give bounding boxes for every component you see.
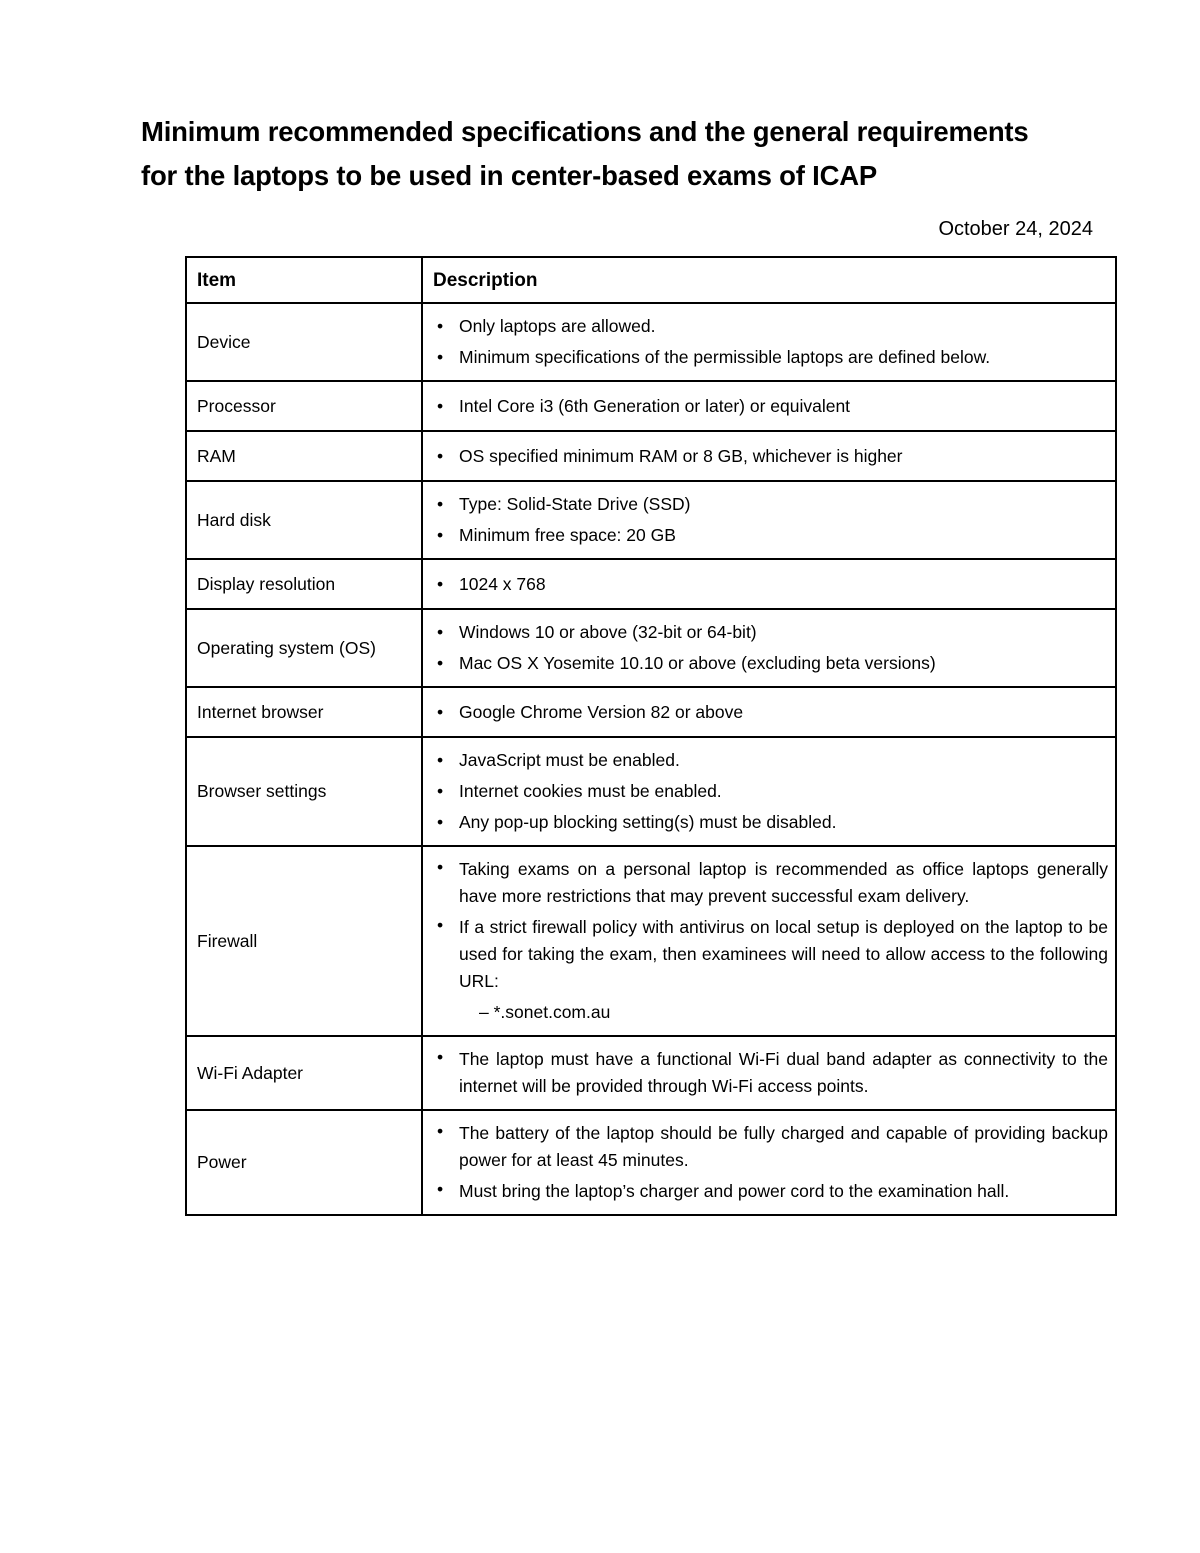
bullet-list — [433, 391, 1108, 422]
item-cell-hard-disk: Hard disk — [186, 481, 422, 559]
bullet-list — [433, 489, 1108, 551]
table-row — [186, 431, 1116, 481]
document-title-line-1: Minimum recommended specifications and the general requirements — [141, 116, 1029, 147]
description-cell — [422, 431, 1116, 481]
table-row — [186, 846, 1116, 1036]
item-cell-browser-settings: Browser settings — [186, 737, 422, 846]
description-cell — [422, 687, 1116, 737]
document-date: October 24, 2024 — [938, 218, 1093, 240]
item-cell-display-resolution: Display resolution — [186, 559, 422, 609]
table-row — [186, 1036, 1116, 1110]
bullet-item: • Minimum specifications of the permissible laptops are defined below. — [433, 342, 1108, 373]
item-cell-ram: RAM — [186, 431, 422, 481]
description-cell — [422, 737, 1116, 846]
bullet-list — [433, 1118, 1108, 1207]
bullet-list — [433, 854, 1108, 997]
description-cell — [422, 303, 1116, 381]
bullet-item: • Windows 10 or above (32-bit or 64-bit) — [433, 617, 1108, 648]
bullet-item: • 1024 x 768 — [433, 569, 1108, 600]
item-cell-processor: Processor — [186, 381, 422, 431]
bullet-item: • Taking exams on a personal laptop is recommended as office laptops generally have more restrictions that may prevent successful exam delivery. — [433, 854, 1108, 912]
bullet-item: • Any pop-up blocking setting(s) must be disabled. — [433, 807, 1108, 838]
item-cell-wifi-adapter: Wi-Fi Adapter — [186, 1036, 422, 1110]
description-cell — [422, 609, 1116, 687]
bullet-item: • Minimum free space: 20 GB — [433, 520, 1108, 551]
table-row — [186, 609, 1116, 687]
description-cell — [422, 559, 1116, 609]
bullet-list — [433, 745, 1108, 838]
item-cell-firewall: Firewall — [186, 846, 422, 1036]
table-row — [186, 559, 1116, 609]
bullet-item: • OS specified minimum RAM or 8 GB, whichever is higher — [433, 441, 1108, 472]
bullet-item: • If a strict firewall policy with antivirus on local setup is deployed on the laptop to be used for taking the exam, then examinees will need to allow access to the following URL: — [433, 912, 1108, 997]
description-cell — [422, 1110, 1116, 1215]
table-row — [186, 381, 1116, 431]
bullet-item: • Must bring the laptop’s charger and power cord to the examination hall. — [433, 1176, 1108, 1207]
bullet-item: • Only laptops are allowed. — [433, 311, 1108, 342]
description-cell — [422, 481, 1116, 559]
table-row — [186, 737, 1116, 846]
item-cell-operating-system: Operating system (OS) — [186, 609, 422, 687]
table-row — [186, 303, 1116, 381]
description-cell — [422, 1036, 1116, 1110]
table-row — [186, 481, 1116, 559]
description-cell — [422, 846, 1116, 1036]
bullet-list — [433, 311, 1108, 373]
document-title — [141, 110, 1131, 198]
bullet-item: • JavaScript must be enabled. — [433, 745, 1108, 776]
bullet-list — [433, 1044, 1108, 1102]
bullet-item: • Mac OS X Yosemite 10.10 or above (excluding beta versions) — [433, 648, 1108, 679]
item-cell-power: Power — [186, 1110, 422, 1215]
description-cell — [422, 381, 1116, 431]
bullet-item: • Internet cookies must be enabled. — [433, 776, 1108, 807]
bullet-list — [433, 441, 1108, 472]
bullet-item: • Google Chrome Version 82 or above — [433, 697, 1108, 728]
table-header-row — [186, 257, 1116, 303]
table-row — [186, 1110, 1116, 1215]
document-title-line-2: for the laptops to be used in center-based exams of ICAP — [141, 160, 878, 191]
bullet-item: • Type: Solid-State Drive (SSD) — [433, 489, 1108, 520]
bullet-list — [433, 697, 1108, 728]
specifications-table — [185, 256, 1117, 1216]
bullet-item: • Intel Core i3 (6th Generation or later) or equivalent — [433, 391, 1108, 422]
bullet-item: • The laptop must have a functional Wi-Fi dual band adapter as connectivity to the internet will be provided through Wi-Fi access points. — [433, 1044, 1108, 1102]
bullet-item: • The battery of the laptop should be fully charged and capable of providing backup power for at least 45 minutes. — [433, 1118, 1108, 1176]
url-sub-item: – *.sonet.com.au — [479, 1002, 611, 1022]
column-header-item: Item — [186, 257, 422, 303]
bullet-list — [433, 569, 1108, 600]
table-row — [186, 687, 1116, 737]
bullet-list — [433, 617, 1108, 679]
column-header-description: Description — [422, 257, 1116, 303]
item-cell-device: Device — [186, 303, 422, 381]
item-cell-internet-browser: Internet browser — [186, 687, 422, 737]
